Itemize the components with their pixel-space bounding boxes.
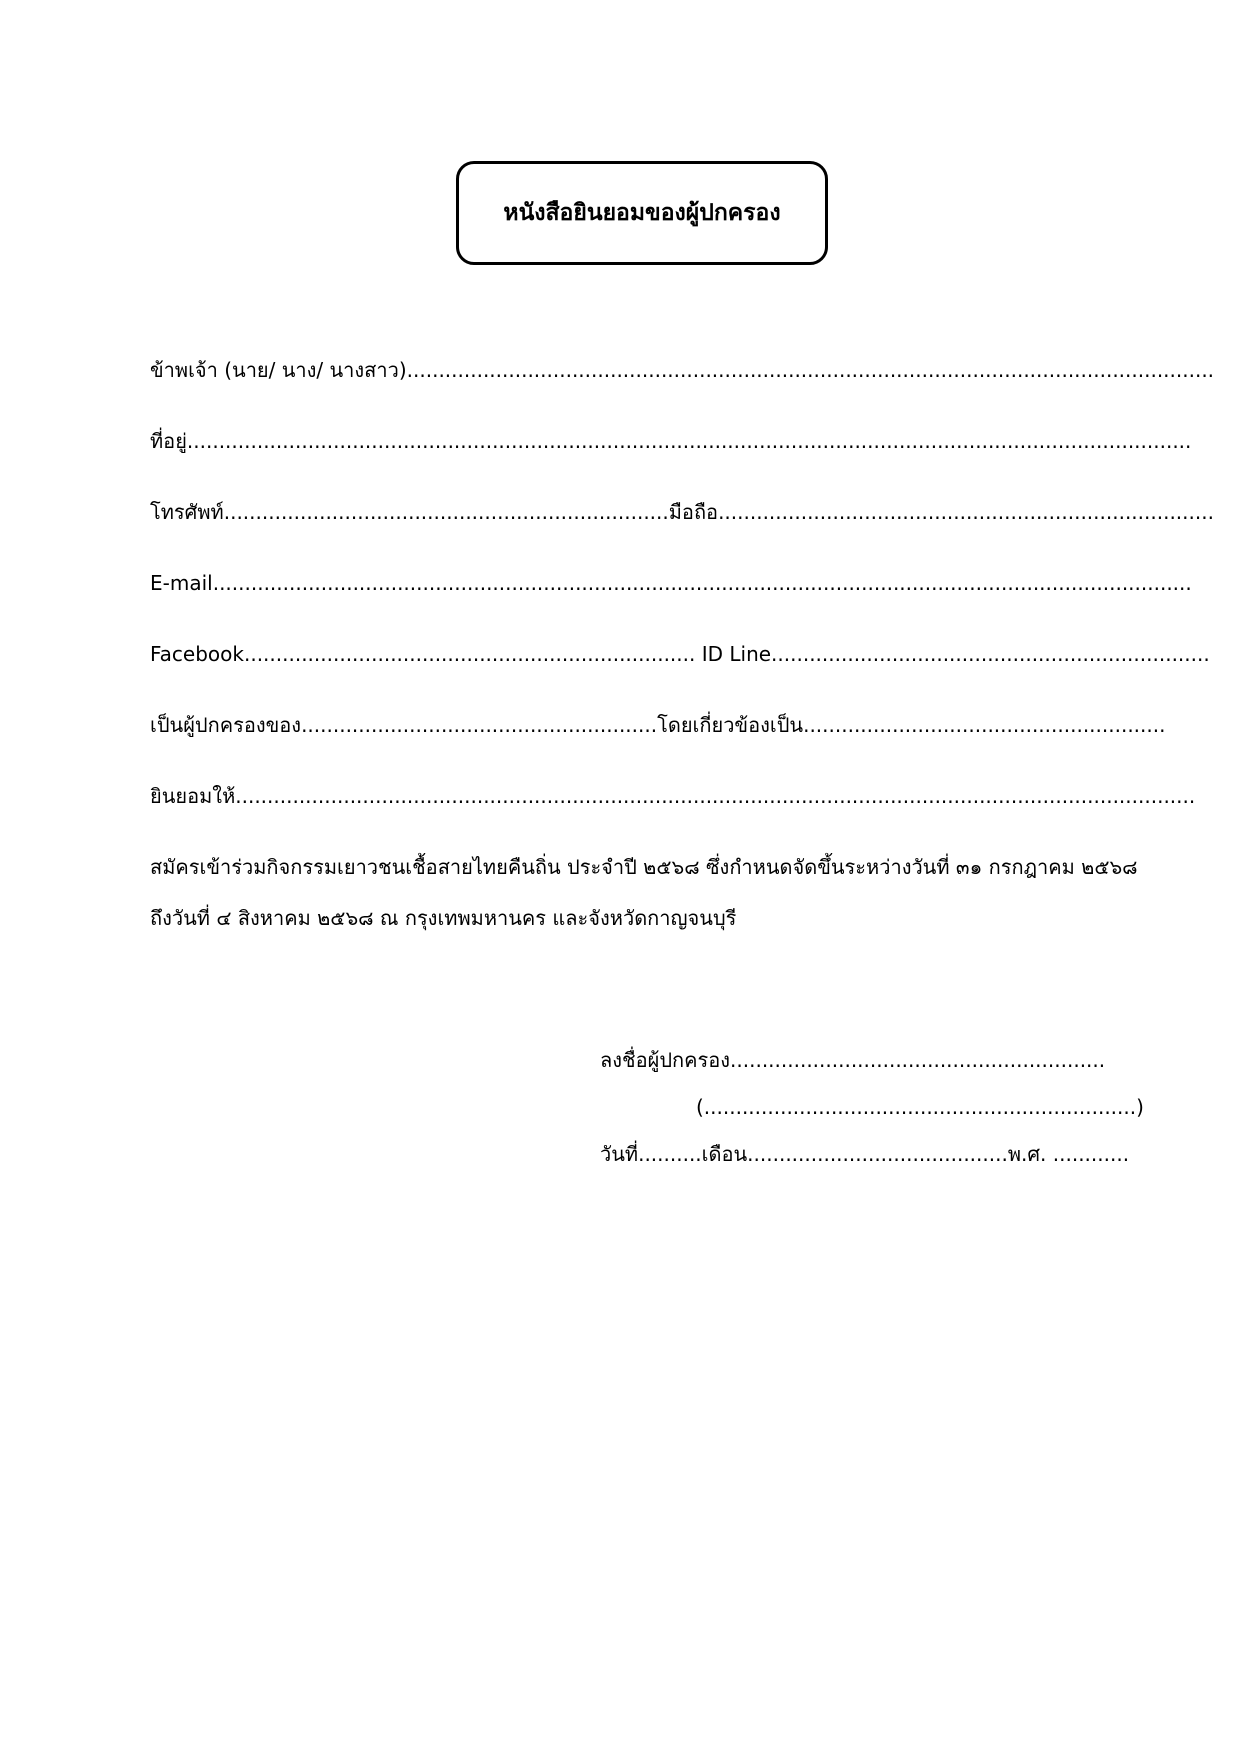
address-field[interactable]: ที่อยู่.............................................................................................................................................................. [150,429,1192,453]
signature-date-field[interactable]: วันที่..........เดือน.........................................พ.ศ. ............ [600,1142,1130,1166]
email-field[interactable]: E-mail.......................................................................................................................................................... [150,571,1192,595]
facebook-line-field[interactable]: Facebook....................................................................... ID Line..................................................................... [150,642,1210,666]
consent-field[interactable]: ยินยอมให้....................................................................................................................................................... [150,784,1196,808]
title-box [456,161,828,265]
name-field[interactable]: ข้าพเจ้า (นาย/ นาง/ นางสาว)............................................................................................................................... [150,358,1215,382]
paragraph-line-2: ถึงวันที่ ๔ สิงหาคม ๒๕๖๘ ณ กรุงเทพมหานคร และจังหวัดกาญจนบุรี [150,906,737,930]
page-title: หนังสือยินยอมของผู้ปกครอง [503,200,781,226]
paragraph-line-1: สมัครเข้าร่วมกิจกรรมเยาวชนเชื้อสายไทยคืนถิ่น ประจำปี ๒๕๖๘ ซึ่งกำหนดจัดขึ้นระหว่างวันที่ ๓๑ กรกฎาคม ๒๕๖๘ [150,855,1138,879]
guardian-of-field[interactable]: เป็นผู้ปกครองของ........................................................โดยเกี่ยวข้องเป็น......................................................... [150,713,1166,737]
guardian-name-field[interactable]: (....................................................................) [696,1095,1144,1119]
phone-field[interactable]: โทรศัพท์......................................................................มือถือ.............................................................................. [150,500,1214,524]
guardian-signature-field[interactable]: ลงชื่อผู้ปกครอง........................................................... [600,1048,1106,1072]
